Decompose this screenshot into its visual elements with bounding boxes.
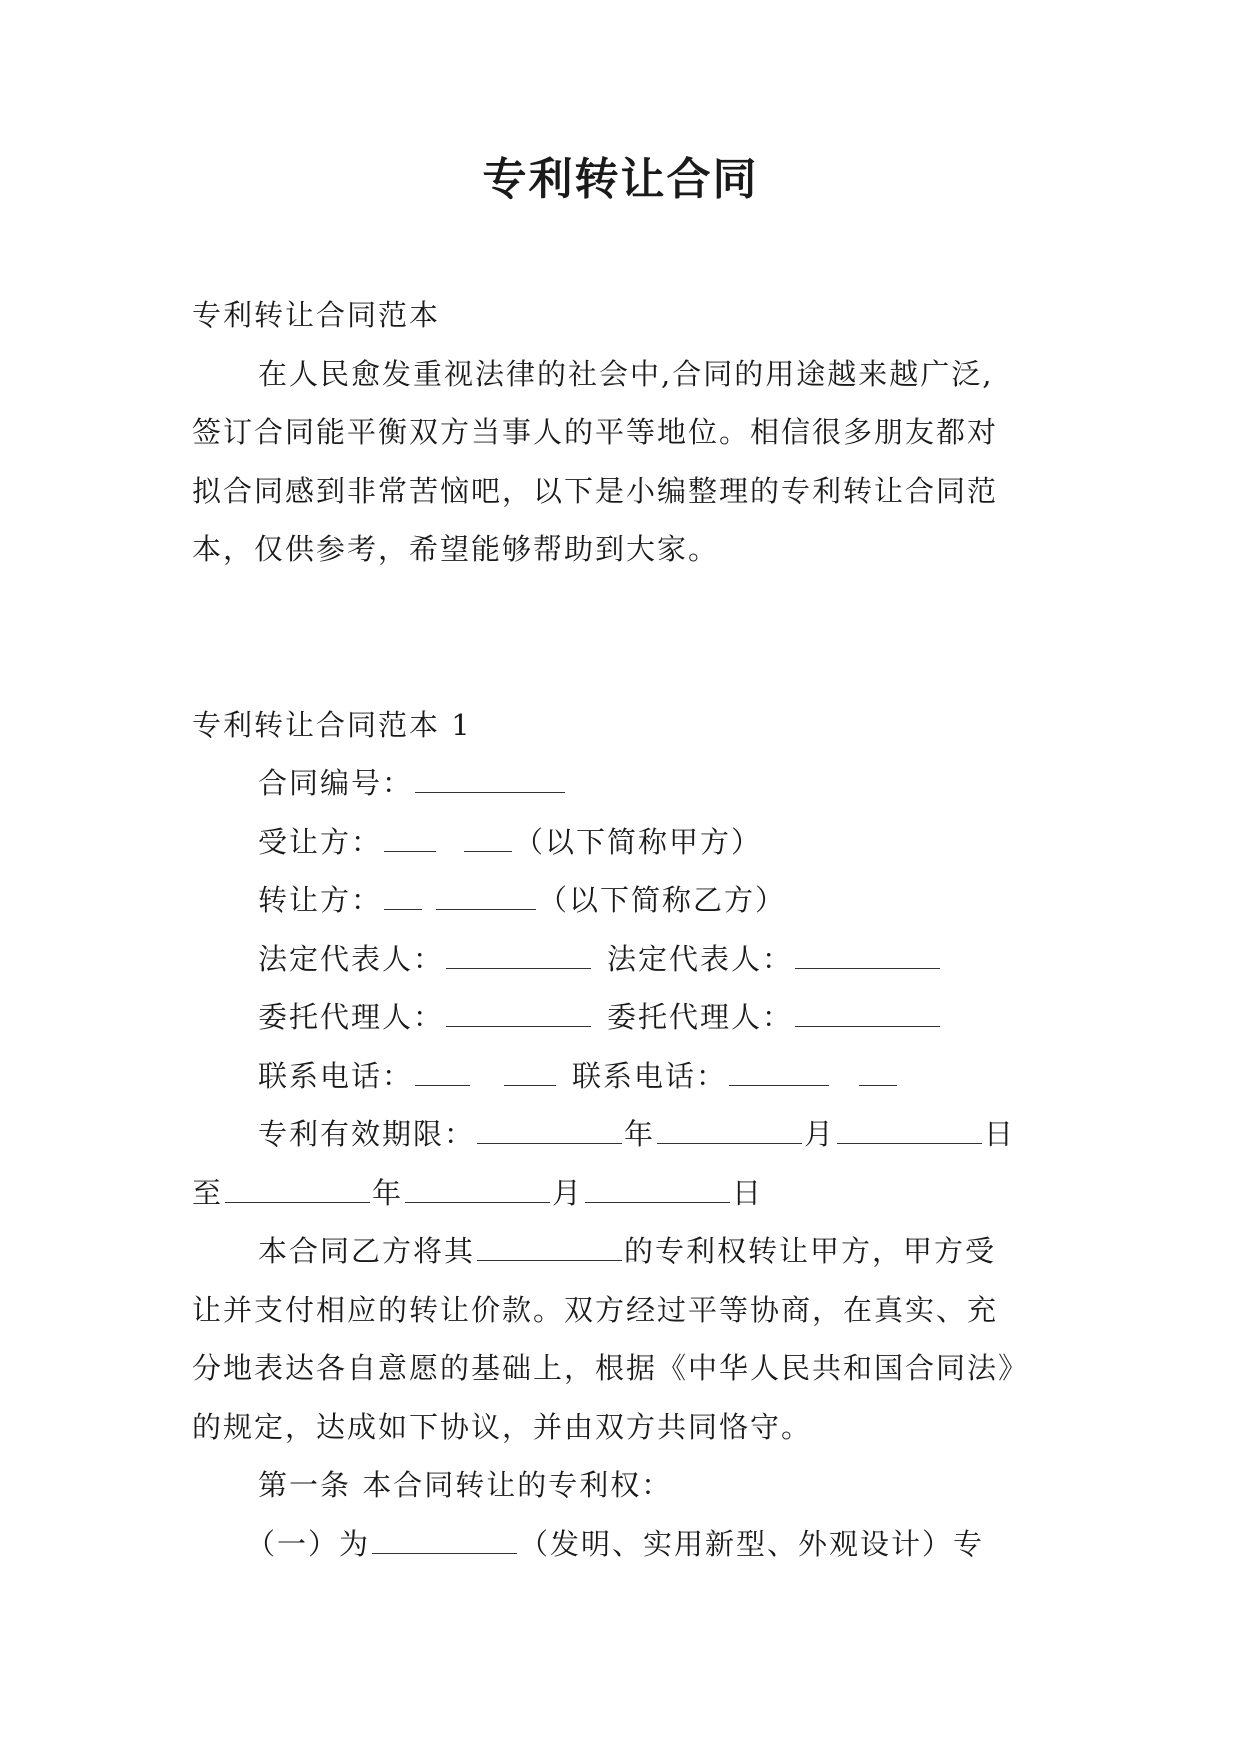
preamble-line: 分地表达各自意愿的基础上，根据《中华人民共和国合同法》 <box>192 1351 1030 1385</box>
phone-line <box>192 1047 1052 1106</box>
validity-end-line <box>192 1164 1052 1223</box>
phone-blank[interactable] <box>504 1056 556 1086</box>
validity-label: 专利有效期限： <box>258 1117 476 1151</box>
validity-month-blank[interactable] <box>657 1114 802 1144</box>
day-label: 日 <box>732 1175 764 1210</box>
legal-rep-blank[interactable] <box>795 939 940 969</box>
intro-paragraph-line: 在人民愈发重视法律的社会中,合同的用途越来越广泛, <box>258 356 994 391</box>
assignor-blank[interactable] <box>436 880 536 910</box>
legal-representative-line <box>192 930 1052 989</box>
phone-blank[interactable] <box>859 1056 897 1086</box>
assignee-suffix: （以下简称甲方） <box>514 824 763 859</box>
intro-paragraph-line: 签订合同能平衡双方当事人的平等地位。相信很多朋友都对 <box>192 415 999 449</box>
year-label: 年 <box>372 1175 404 1210</box>
document-title: 专利转让合同 <box>482 154 759 205</box>
month-label: 月 <box>552 1175 584 1210</box>
preamble-line <box>192 1222 1052 1281</box>
agent-line <box>192 988 1052 1047</box>
end-year-blank[interactable] <box>225 1173 370 1203</box>
intro-paragraph-line: 拟合同感到非常苦恼吧，以下是小编整理的专利转让合同范 <box>192 473 999 508</box>
legal-rep-blank[interactable] <box>446 939 591 969</box>
assignor-label: 转让方： <box>258 883 383 917</box>
assignee-line <box>192 813 1052 872</box>
agent-blank[interactable] <box>795 997 940 1027</box>
agent-label: 委托代理人： <box>258 1000 445 1034</box>
intro-heading: 专利转让合同范本 <box>192 298 441 332</box>
assignor-suffix: （以下简称乙方） <box>538 883 787 917</box>
assignee-label: 受让方： <box>258 824 383 859</box>
contract-number-line <box>192 754 1052 813</box>
contract-number-blank[interactable] <box>415 763 565 793</box>
phone-blank[interactable] <box>415 1056 470 1086</box>
assignee-blank[interactable] <box>464 822 512 852</box>
year-label: 年 <box>624 1117 656 1151</box>
article-item-line <box>192 1515 1052 1574</box>
assignor-blank[interactable] <box>384 880 422 910</box>
phone-label: 联系电话： <box>258 1058 414 1093</box>
section-heading: 专利转让合同范本 1 <box>192 707 472 742</box>
agent-label: 委托代理人： <box>607 1000 794 1034</box>
patent-type-blank[interactable] <box>372 1524 517 1554</box>
end-month-blank[interactable] <box>405 1173 550 1203</box>
item-suffix: （发明、实用新型、外观设计）专 <box>519 1526 985 1561</box>
preamble-text: 本合同乙方将其 <box>258 1234 476 1268</box>
document-body <box>192 286 1052 1573</box>
preamble-text: 的专利权转让甲方，甲方受 <box>624 1234 997 1268</box>
patent-name-blank[interactable] <box>477 1231 622 1261</box>
validity-day-blank[interactable] <box>837 1114 982 1144</box>
validity-line <box>192 1105 1052 1164</box>
agent-blank[interactable] <box>446 997 591 1027</box>
validity-year-blank[interactable] <box>477 1114 622 1144</box>
article-heading: 第一条 本合同转让的专利权： <box>258 1468 673 1502</box>
month-label: 月 <box>804 1117 836 1151</box>
assignee-blank[interactable] <box>384 822 436 852</box>
legal-rep-label: 法定代表人： <box>607 941 794 976</box>
preamble-line: 让并支付相应的转让价款。双方经过平等协商，在真实、充 <box>192 1292 999 1327</box>
phone-blank[interactable] <box>729 1056 829 1086</box>
legal-rep-label: 法定代表人： <box>258 941 445 976</box>
assignor-line <box>192 871 1052 930</box>
preamble-line: 的规定，达成如下协议，并由双方共同恪守。 <box>192 1409 813 1444</box>
day-label: 日 <box>984 1117 1016 1151</box>
intro-paragraph-line: 本，仅供参考，希望能够帮助到大家。 <box>192 532 720 566</box>
section-spacer <box>192 579 1052 696</box>
contract-number-label: 合同编号： <box>258 766 414 800</box>
to-label: 至 <box>192 1175 224 1210</box>
phone-label: 联系电话： <box>572 1058 728 1093</box>
end-day-blank[interactable] <box>585 1173 730 1203</box>
item-prefix: （一）为 <box>246 1526 371 1561</box>
